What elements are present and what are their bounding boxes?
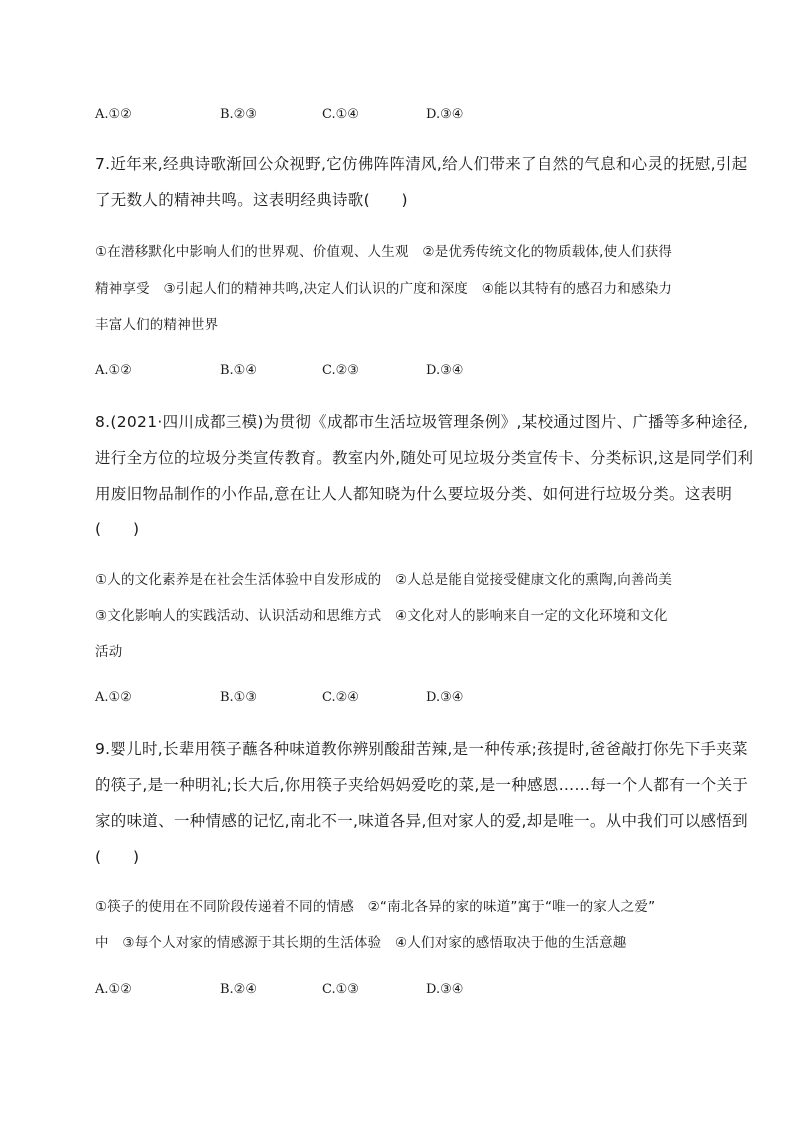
- q8-stem-line-2: 进行全方位的垃圾分类宣传教育。教室内外,随处可见垃圾分类宣传卡、分类标识,这是同学们利: [95, 449, 754, 467]
- q6-option-c[interactable]: C.①④: [322, 107, 359, 122]
- q8-stem-line-1: 8.(2021·四川成都三模)为贯彻《成都市生活垃圾管理条例》,某校通过图片、广播等多种途径,: [95, 413, 749, 431]
- q8-stem-line-4: ( ): [95, 520, 140, 538]
- q8-stem-line-3: 用废旧物品制作的小作品,意在让人人都知晓为什么要垃圾分类、如何进行垃圾分类。这表明: [95, 485, 733, 503]
- q9-stem-line-2: 的筷子,是一种明礼;长大后,你用筷子夹给妈妈爱吃的菜,是一种感恩……每一个人都有一个关于: [95, 776, 749, 794]
- q8-statement-line-1: ①人的文化素养是在社会生活体验中自发形成的 ②人总是能自觉接受健康文化的熏陶,向善尚美: [95, 572, 673, 588]
- q8-option-c[interactable]: C.②④: [322, 690, 359, 705]
- q9-stem-line-4: ( ): [95, 848, 140, 866]
- q8-option-a[interactable]: A.①②: [95, 690, 132, 705]
- q7-option-b[interactable]: B.①④: [220, 363, 257, 378]
- q8-option-d[interactable]: D.③④: [426, 690, 464, 705]
- q7-stem-line-1: 7.近年来,经典诗歌渐回公众视野,它仿佛阵阵清风,给人们带来了自然的气息和心灵的抚慰,引起: [95, 155, 748, 173]
- q7-statement-line-1: ①在潜移默化中影响人们的世界观、价值观、人生观 ②是优秀传统文化的物质载体,使人们获得: [95, 244, 673, 260]
- q9-stem-line-1: 9.婴儿时,长辈用筷子蘸各种味道教你辨别酸甜苦辣,是一种传承;孩提时,爸爸敲打你先下手夹菜: [95, 740, 748, 758]
- q7-statement-line-3: 丰富人们的精神世界: [95, 317, 219, 333]
- q9-statement-line-2: 中 ③每个人对家的情感源于其长期的生活体验 ④人们对家的感悟取决于他的生活意趣: [95, 935, 627, 951]
- q6-option-b[interactable]: B.②③: [220, 107, 257, 122]
- q8-statement-line-2: ③文化影响人的实践活动、认识活动和思维方式 ④文化对人的影响来自一定的文化环境和文化: [95, 608, 668, 624]
- q9-options: [95, 982, 715, 1006]
- q6-option-d[interactable]: D.③④: [426, 107, 464, 122]
- q7-option-a[interactable]: A.①②: [95, 363, 132, 378]
- q7-option-c[interactable]: C.②③: [322, 363, 359, 378]
- q9-option-c[interactable]: C.①③: [322, 982, 359, 997]
- q8-option-b[interactable]: B.①③: [220, 690, 257, 705]
- q9-option-b[interactable]: B.②④: [220, 982, 257, 997]
- q6-options: [95, 107, 715, 131]
- q7-stem-line-2: 了无数人的精神共鸣。这表明经典诗歌( ): [95, 191, 408, 209]
- q6-option-a[interactable]: A.①②: [95, 107, 132, 122]
- q9-statement-line-1: ①筷子的使用在不同阶段传递着不同的情感 ②“南北各异的家的味道”寓于“唯一的家人之爱”: [95, 899, 656, 915]
- q8-statement-line-3: 活动: [95, 644, 123, 660]
- q8-options: [95, 690, 715, 714]
- q9-option-a[interactable]: A.①②: [95, 982, 132, 997]
- q7-options: [95, 363, 715, 387]
- q9-option-d[interactable]: D.③④: [426, 982, 464, 997]
- q9-stem-line-3: 家的味道、一种情感的记忆,南北不一,味道各异,但对家人的爱,却是唯一。从中我们可以感悟到: [95, 812, 748, 830]
- q7-statement-line-2: 精神享受 ③引起人们的精神共鸣,决定人们认识的广度和深度 ④能以其特有的感召力和感染力: [95, 281, 673, 297]
- q7-option-d[interactable]: D.③④: [426, 363, 464, 378]
